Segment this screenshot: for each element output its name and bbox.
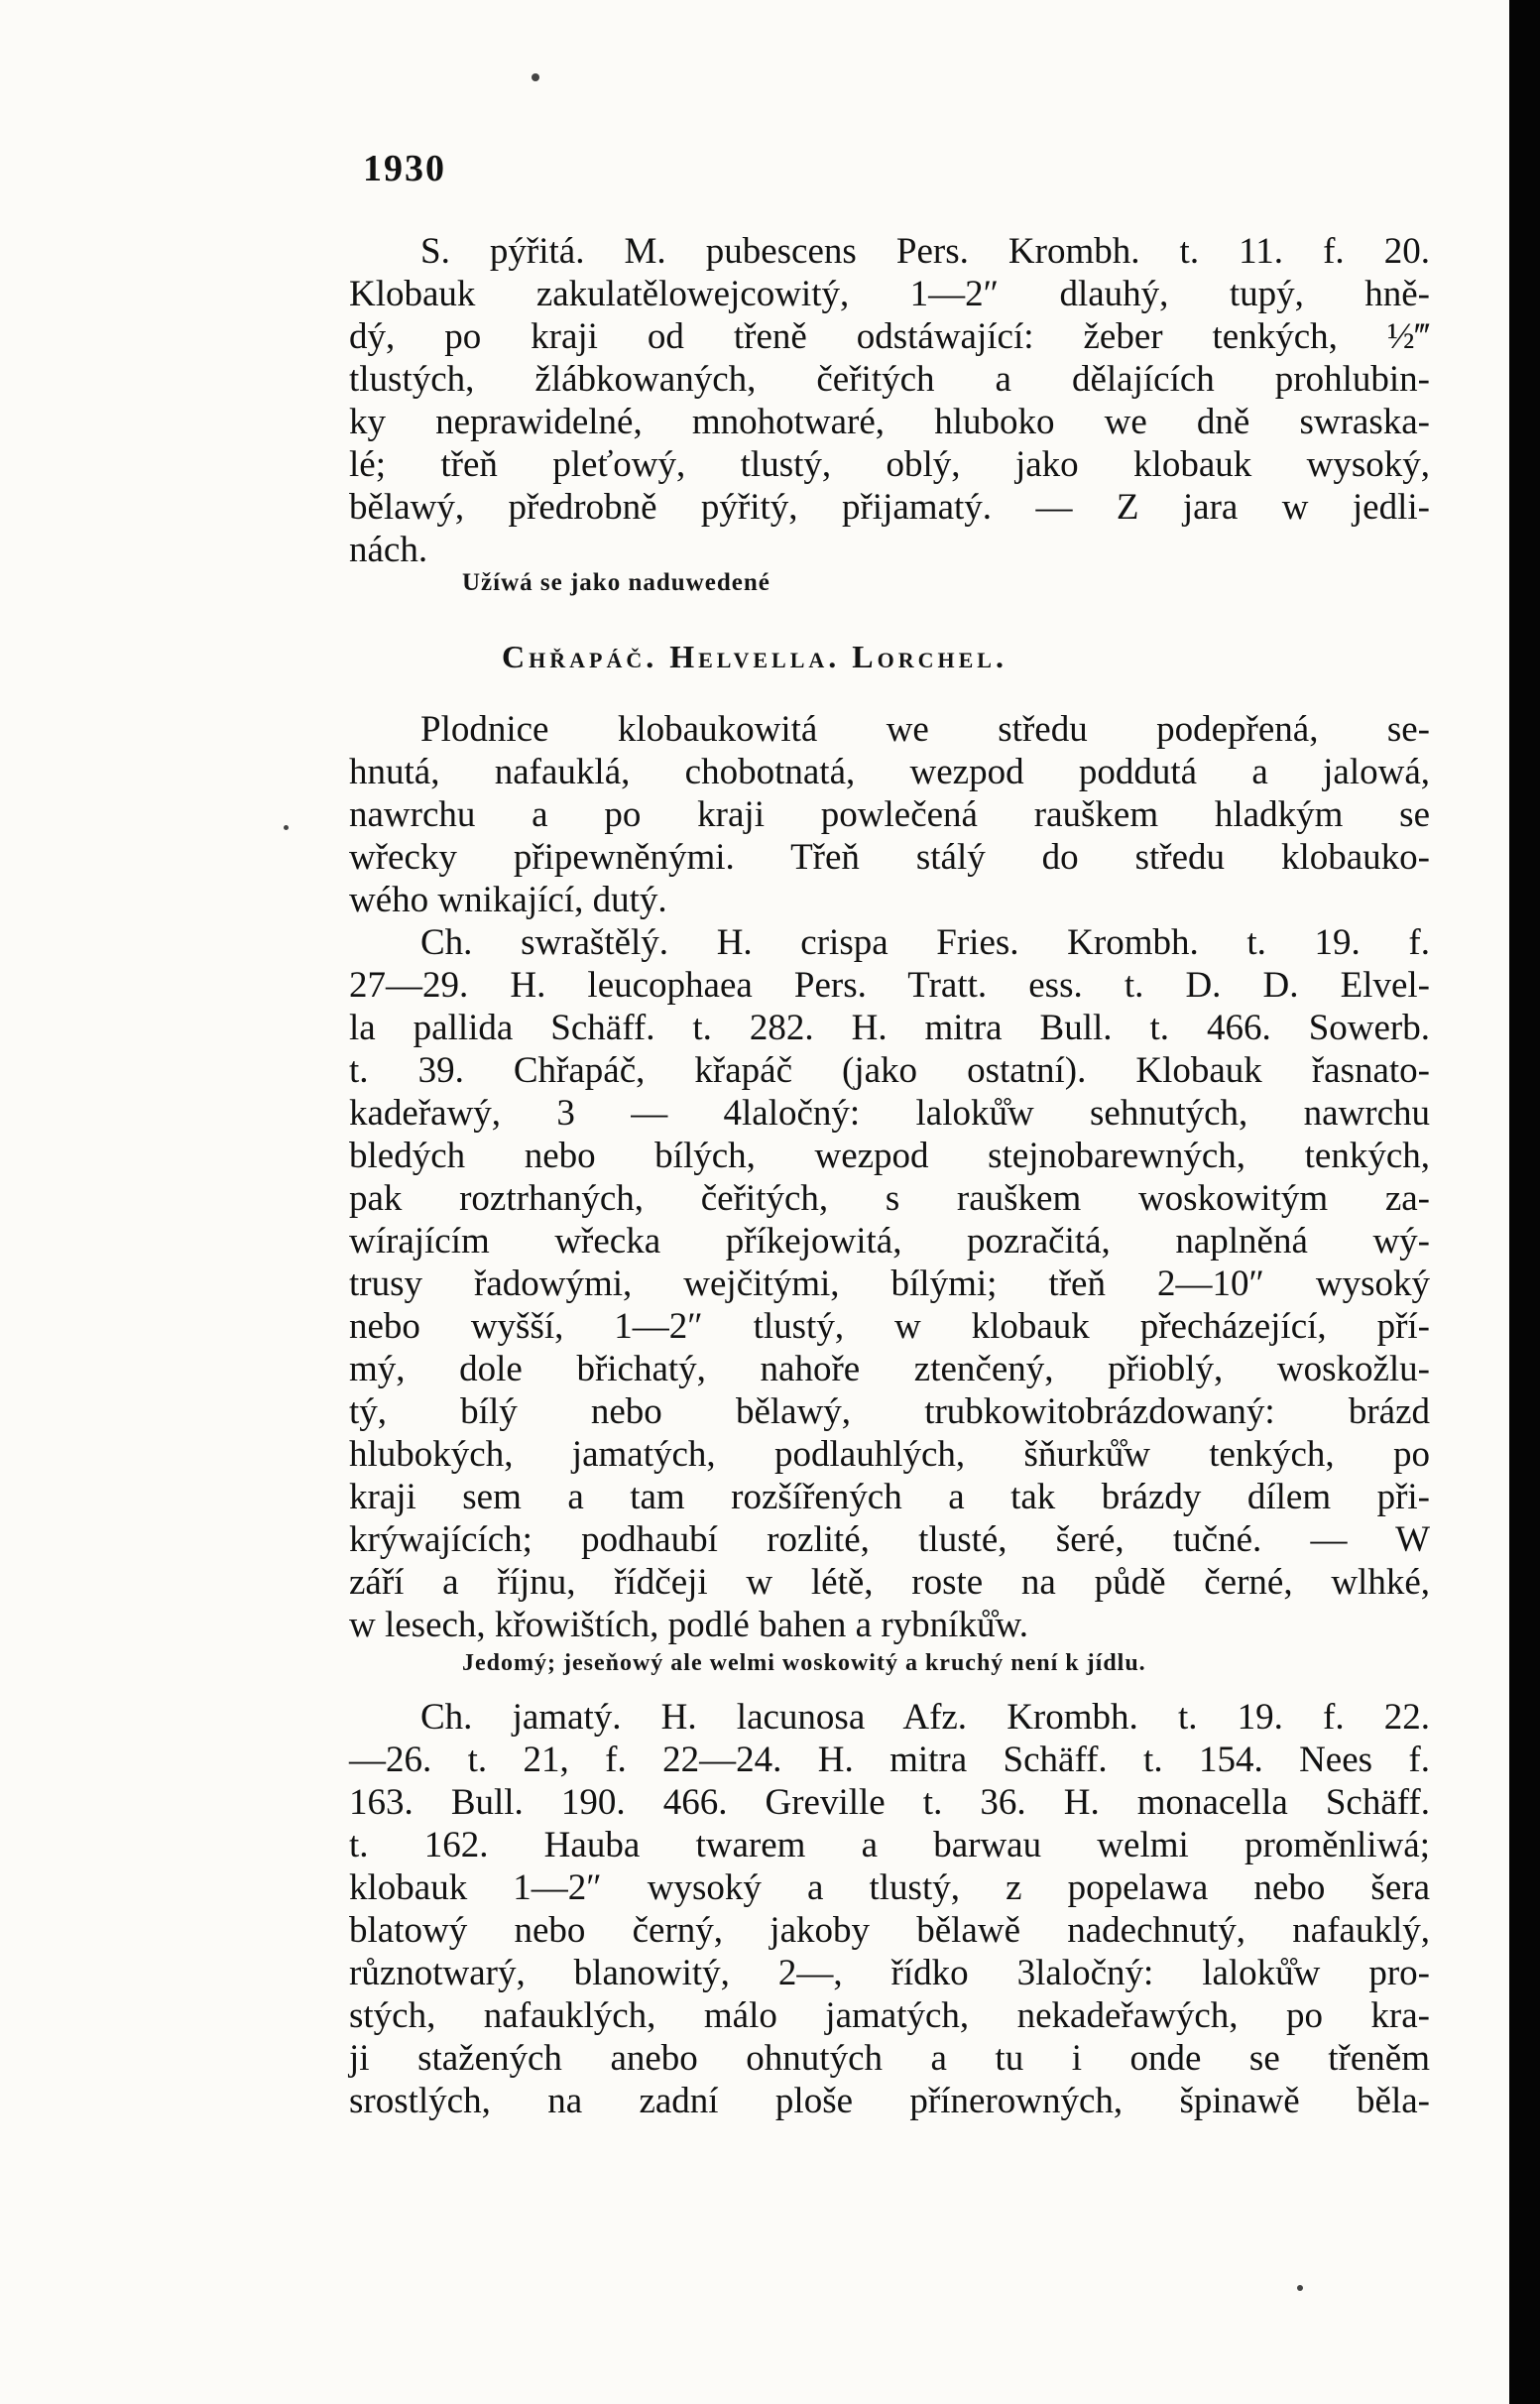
text-line: září a říjnu, řídčeji w létě, roste na půdě černé, wlhké, xyxy=(349,1562,1430,1603)
text-line: tý, bílý nebo bělawý, trubkowitobrázdowaný: brázd xyxy=(349,1391,1430,1432)
text-line: Ch. jamatý. H. lacunosa Afz. Krombh. t. 19. f. 22. xyxy=(420,1697,1430,1738)
paragraph-morchella-pubescens xyxy=(349,230,1430,571)
text-line: nebo wyšší, 1—2″ tlustý, w klobauk přecházející, pří- xyxy=(349,1306,1430,1347)
page-number: 1930 xyxy=(363,148,446,189)
text-line: Plodnice klobaukowitá we středu podepřená, se- xyxy=(420,709,1430,750)
section-heading: Chřapáč. Helvella. Lorchel. xyxy=(502,639,1007,674)
text-line: 163. Bull. 190. 466. Greville t. 36. H. monacella Schäff. xyxy=(349,1782,1430,1823)
text-line: S. pýřitá. M. pubescens Pers. Krombh. t. 11. f. 20. xyxy=(420,231,1430,272)
text-line: lé; třeň pleťowý, tlustý, oblý, jako klobauk wysoký, xyxy=(349,444,1430,485)
text-line: kadeřawý, 3 — 4laločný: laloků̊w sehnutých, nawrchu xyxy=(349,1093,1430,1134)
text-line: mý, dole břichatý, nahoře ztenčený, přioblý, woskožlu- xyxy=(349,1349,1430,1389)
text-line: ky neprawidelné, mnohotwaré, hluboko we dně swraska- xyxy=(349,402,1430,442)
text-line: stých, nafauklých, málo jamatých, nekadeřawých, po kra- xyxy=(349,1995,1430,2036)
text-line: klobauk 1—2″ wysoký a tlustý, z popelawa nebo šera xyxy=(349,1867,1430,1908)
text-line: la pallida Schäff. t. 282. H. mitra Bull. t. 466. Sowerb. xyxy=(349,1008,1430,1048)
text-line: krýwajících; podhaubí rozlité, tlusté, šeré, tučné. — W xyxy=(349,1519,1430,1560)
text-line: bledých nebo bílých, wezpod stejnobarewných, tenkých, xyxy=(349,1136,1430,1176)
page-speck xyxy=(1297,2285,1303,2291)
text-line: t. 39. Chřapáč, křapáč (jako ostatní). Klobauk řasnato- xyxy=(349,1050,1430,1091)
paragraph-genus-description xyxy=(349,708,1430,921)
text-line: Klobauk zakulatělowejcowitý, 1—2″ dlauhý, tupý, hně- xyxy=(349,274,1430,314)
text-line: nách. xyxy=(349,530,428,570)
text-line: tlustých, žlábkowaných, čeřitých a dělajících prohlubin- xyxy=(349,359,1430,400)
text-line: srostlých, na zadní ploše přínerowných, špinawě běla- xyxy=(349,2081,1430,2121)
text-line: nawrchu a po kraji powlečená rauškem hladkým se xyxy=(349,794,1430,835)
text-line: —26. t. 21, f. 22—24. H. mitra Schäff. t. 154. Nees f. xyxy=(349,1740,1430,1780)
scan-border xyxy=(1509,0,1540,2404)
text-line: bělawý, předrobně pýřitý, přijamatý. — Z jara w jedli- xyxy=(349,487,1430,528)
text-line: kraji sem a tam rozšířených a tak brázdy dílem při- xyxy=(349,1477,1430,1517)
text-line: wřecky připewněnými. Třeň stálý do středu klobauko- xyxy=(349,837,1430,878)
paragraph-helvella-crispa xyxy=(349,921,1430,1646)
text-line: w lesech, křowištích, podlé bahen a rybníků̊w. xyxy=(349,1605,1029,1645)
page-speck xyxy=(532,73,539,81)
text-line: různotwarý, blanowitý, 2—, řídko 3laločný: laloků̊w pro- xyxy=(349,1953,1430,1993)
usage-note: Užíwá se jako naduwedené xyxy=(462,569,770,596)
text-line: Ch. swraštělý. H. crispa Fries. Krombh. t. 19. f. xyxy=(420,922,1430,963)
text-line: trusy řadowými, wejčitými, bílými; třeň 2—10″ wysoký xyxy=(349,1263,1430,1304)
text-line: 27—29. H. leucophaea Pers. Tratt. ess. t. D. D. Elvel- xyxy=(349,965,1430,1006)
text-line: hnutá, nafauklá, chobotnatá, wezpod poddutá a jalowá, xyxy=(349,752,1430,792)
paragraph-helvella-lacunosa xyxy=(349,1696,1430,2122)
text-line: hlubokých, jamatých, podlauhlých, šňurků̊w tenkých, po xyxy=(349,1434,1430,1475)
text-line: wého wnikající, dutý. xyxy=(349,880,667,920)
page-speck xyxy=(284,825,289,830)
text-line: pak roztrhaných, čeřitých, s rauškem woskowitým za- xyxy=(349,1178,1430,1219)
text-line: ji stažených anebo ohnutých a tu i onde se třeněm xyxy=(349,2038,1430,2079)
text-line: dý, po kraji od třeně odstáwající: žeber tenkých, ½‴ xyxy=(349,316,1430,357)
text-line: blatowý nebo černý, jakoby bělawě nadechnutý, nafauklý, xyxy=(349,1910,1430,1951)
text-line: t. 162. Hauba twarem a barwau welmi proměnliwá; xyxy=(349,1825,1430,1865)
text-line: wírajícím wřecka příkejowitá, pozračitá, naplněná wý- xyxy=(349,1221,1430,1262)
edibility-note: Jedomý; jeseňowý ale welmi woskowitý a kruchý není k jídlu. xyxy=(462,1650,1146,1676)
